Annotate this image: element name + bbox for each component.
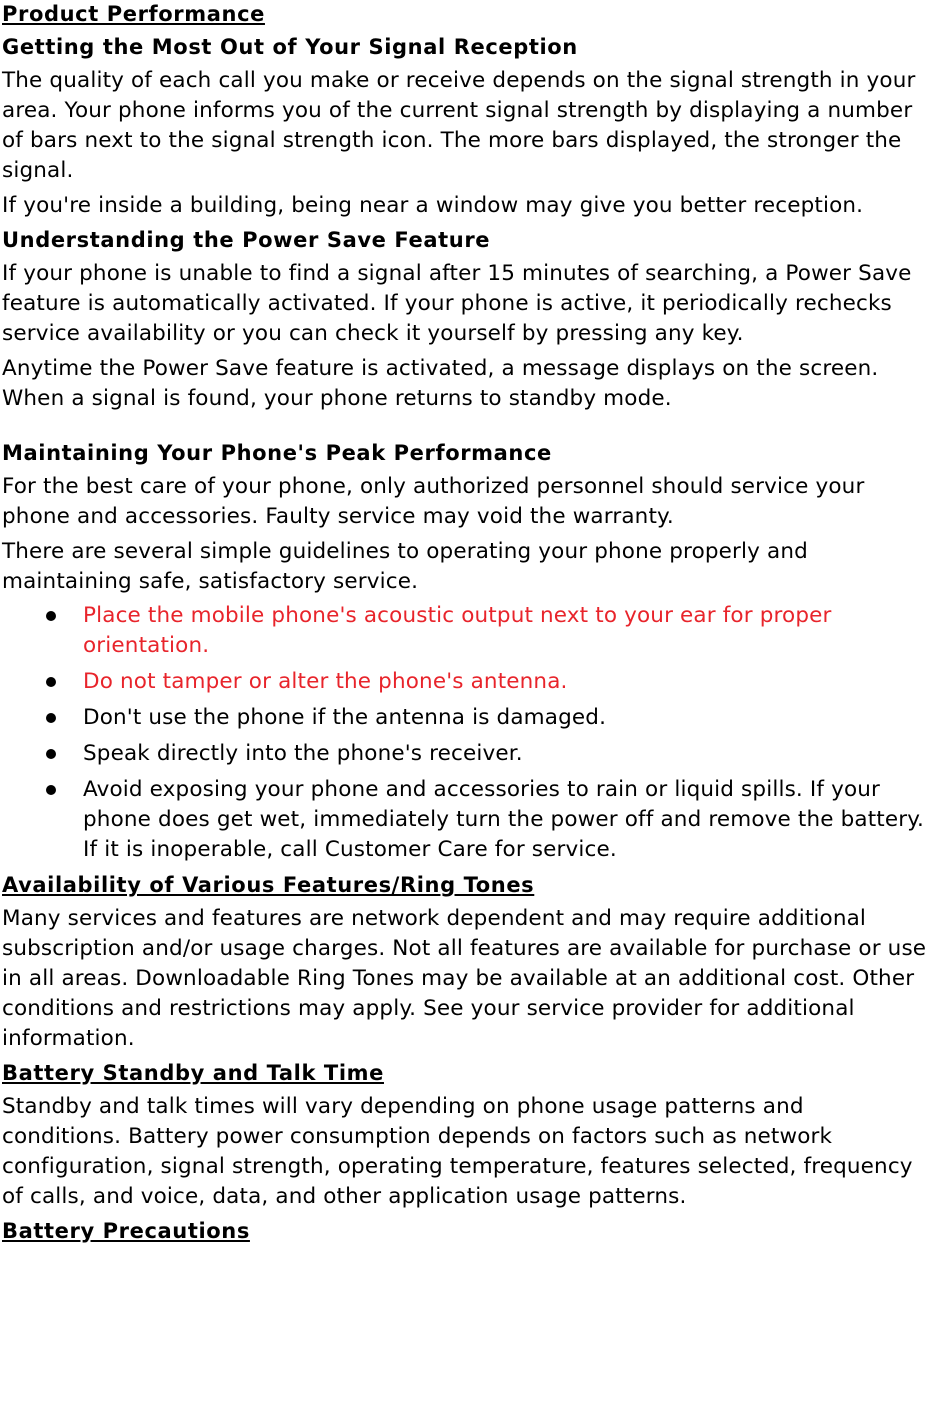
paragraph-maintaining-care: For the best care of your phone, only authorized personnel should service your phone and accessories. Faulty service may void the warranty. <box>2 474 865 529</box>
section-title-product-performance: Product Performance <box>2 2 265 26</box>
bullet-icon <box>46 785 56 795</box>
paragraph-signal-window: If you're inside a building, being near a window may give you better reception. <box>2 193 864 218</box>
list-item <box>2 739 928 769</box>
list-item <box>2 703 928 733</box>
list-item-text: Speak directly into the phone's receiver. <box>83 741 523 766</box>
paragraph-battery-standby: Standby and talk times will vary depending on phone usage patterns and conditions. Battery power consumption depends on factors such as network configuration, signal strength, operating temperature, features selected, frequency of calls, and voice, data, and other application usage patterns. <box>2 1094 913 1209</box>
paragraph-availability: Many services and features are network dependent and may require additional subscription and/or usage charges. Not all features are available for purchase or use in all areas. Downloadable Ring Tones may be available at an additional cost. Other conditions and restrictions may apply. See your service provider for additional information. <box>2 906 927 1051</box>
spacer <box>2 414 928 434</box>
paragraph-power-save-activation: If your phone is unable to find a signal after 15 minutes of searching, a Power Save feature is automatically activated. If your phone is active, it periodically rechecks service availability or you can check it yourself by pressing any key. <box>2 261 912 346</box>
list-item-text: Avoid exposing your phone and accessories to rain or liquid spills. If your phone does get wet, immediately turn the power off and remove the battery. If it is inoperable, call Customer Care for service. <box>83 777 925 862</box>
bullet-icon <box>46 677 56 687</box>
subheading-power-save: Understanding the Power Save Feature <box>2 228 491 252</box>
bullet-icon <box>46 749 56 759</box>
guidelines-list <box>2 601 928 865</box>
subheading-maintaining-performance: Maintaining Your Phone's Peak Performance <box>2 441 552 465</box>
list-item-text: Place the mobile phone's acoustic output next to your ear for proper orientation. <box>83 603 832 658</box>
list-item <box>2 601 928 661</box>
section-title-battery-precautions: Battery Precautions <box>2 1219 250 1243</box>
paragraph-maintaining-guidelines: There are several simple guidelines to operating your phone properly and maintaining safe, satisfactory service. <box>2 539 808 594</box>
list-item <box>2 775 928 865</box>
bullet-icon <box>46 611 56 621</box>
paragraph-power-save-message: Anytime the Power Save feature is activated, a message displays on the screen. When a signal is found, your phone returns to standby mode. <box>2 356 879 411</box>
section-title-battery-standby: Battery Standby and Talk Time <box>2 1061 384 1085</box>
list-item <box>2 667 928 697</box>
list-item-text: Do not tamper or alter the phone's antenna. <box>83 669 568 694</box>
section-title-availability: Availability of Various Features/Ring Tones <box>2 873 535 897</box>
subheading-signal-reception: Getting the Most Out of Your Signal Reception <box>2 35 578 59</box>
bullet-icon <box>46 713 56 723</box>
paragraph-signal-quality: The quality of each call you make or receive depends on the signal strength in your area. Your phone informs you of the current signal strength by displaying a number of bars next to the signal strength icon. The more bars displayed, the stronger the signal. <box>2 68 916 183</box>
list-item-text: Don't use the phone if the antenna is damaged. <box>83 705 607 730</box>
